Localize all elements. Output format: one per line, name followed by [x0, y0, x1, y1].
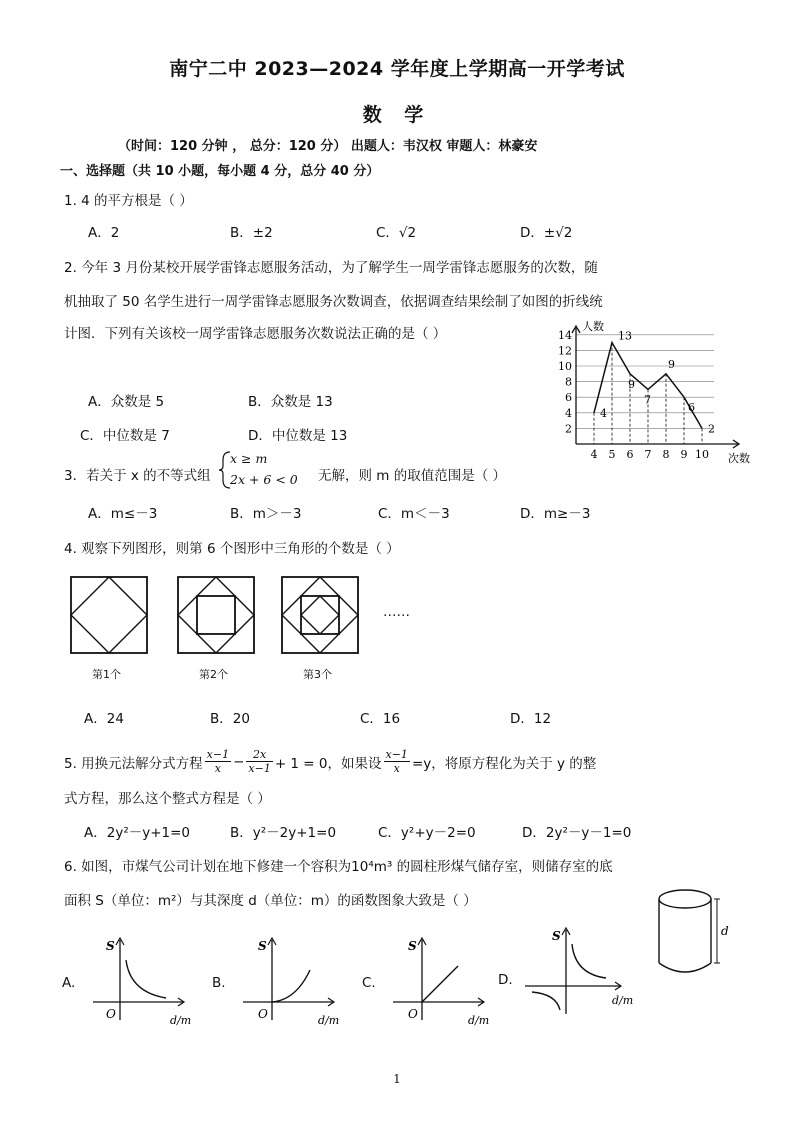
q5-fraction-2-num: 2x	[246, 748, 272, 762]
section-heading: 一、选择题（共 10 小题，每小题 4 分，总分 40 分）	[60, 164, 380, 179]
q2-option-c: C．中位数是 7	[80, 428, 170, 444]
pattern-caption-2: 第2个	[199, 668, 228, 681]
q6-graph-b	[238, 932, 348, 1027]
chart-data-label: 9	[668, 357, 675, 371]
chart-x-tick-label: 4	[590, 448, 598, 461]
q6-graph-a-x-label: d/m	[170, 1014, 192, 1027]
q3-option-c: C．m＜－3	[378, 506, 450, 522]
q2-option-a: A．众数是 5	[88, 394, 165, 410]
q6-graph-b-s-label: S	[258, 939, 267, 953]
q1-option-b: B．±2	[230, 225, 273, 241]
chart-data-label: 7	[644, 393, 651, 407]
chart-y-tick-label: 10	[558, 360, 572, 373]
q5-suffix: =y，将原方程化为关于 y 的整	[411, 755, 597, 772]
q3-prefix: 3．若关于 x 的不等式组	[64, 468, 211, 484]
q6-graph-b-origin: O	[258, 1007, 268, 1021]
q3-option-b: B．m＞－3	[230, 506, 302, 522]
q5-option-b: B．y²－2y+1=0	[230, 825, 337, 841]
chart-data-label: 13	[618, 329, 632, 343]
q4-stem: 4. 观察下列图形，则第 6 个图形中三角形的个数是（ ）	[64, 541, 400, 557]
chart-y-tick-label: 12	[558, 344, 572, 358]
q5-line2: 式方程，那么这个整式方程是（ ）	[64, 791, 271, 807]
line-chart	[546, 316, 758, 468]
q6-graph-c-s-label: S	[408, 939, 417, 953]
q4-option-d: D．12	[510, 711, 552, 727]
pattern-ellipsis: ……	[383, 604, 410, 620]
q5-fraction-3	[384, 748, 410, 775]
q6-graph-label-b: B.	[212, 975, 226, 991]
chart-x-tick-label: 8	[662, 448, 670, 461]
q6-graph-label-c: C.	[362, 975, 376, 991]
q6-graph-c-origin: O	[408, 1007, 418, 1021]
q5-fraction-1	[205, 748, 231, 775]
q1-option-d: D．±√2	[520, 225, 573, 241]
q6-graph-d-s-label: S	[552, 929, 561, 943]
q6-graph-b-x-label: d/m	[318, 1014, 340, 1027]
exam-info: （时间：120 分钟 ， 总分：120 分） 出题人：韦汉权 审题人：林豪安	[118, 139, 538, 154]
cylinder-figure	[655, 887, 735, 977]
q5-equation-line	[64, 748, 596, 775]
chart-data-label: 4	[600, 406, 607, 420]
q5-fraction-1-num: x−1	[206, 748, 230, 761]
pattern-figure-1	[70, 576, 148, 654]
q2-line1: 2. 今年 3 月份某校开展学雷锋志愿服务活动，为了解学生一周学雷锋志愿服务的次数，随	[64, 260, 598, 276]
q4-option-b: B．20	[210, 711, 250, 727]
subject-title: 数 学	[362, 104, 432, 126]
q6-line2: 面积 S（单位：m²）与其深度 d（单位：m）的函数图象大致是（ ）	[64, 893, 477, 909]
q6-graph-label-d: D.	[498, 972, 513, 988]
q5-fraction-3-den: x	[393, 762, 400, 775]
q3-option-d: D．m≥－3	[520, 506, 591, 522]
q4-option-a: A．24	[84, 711, 124, 727]
chart-data-label: 2	[708, 422, 715, 436]
q1-stem: 1. 4 的平方根是（ ）	[64, 193, 193, 209]
q5-option-d: D．2y²－y－1=0	[522, 825, 632, 841]
page-number: 1	[393, 1072, 401, 1086]
cylinder-depth-label: d	[721, 924, 729, 938]
q5-mid: + 1 = 0，如果设	[274, 755, 382, 772]
exam-title: 南宁二中 2023—2024 学年度上学期高一开学考试	[169, 58, 625, 80]
chart-y-tick-label: 4	[565, 406, 572, 420]
q6-graph-d-x-label: d/m	[612, 994, 634, 1007]
q6-graph-label-a: A.	[62, 975, 76, 991]
chart-x-tick-label: 6	[626, 448, 634, 461]
q6-graph-a-s-label: S	[106, 939, 115, 953]
chart-x-tick-label: 7	[644, 448, 652, 461]
pattern-figure-2	[177, 576, 255, 654]
q3-system-line1: x ≥ m	[230, 451, 268, 466]
chart-y-tick-label: 14	[558, 328, 572, 342]
chart-x-tick-label: 5	[608, 448, 616, 461]
q5-option-c: C．y²+y－2=0	[378, 825, 476, 841]
q5-option-a: A．2y²－y+1=0	[84, 825, 191, 841]
q5-fraction-3-num: x−1	[385, 748, 408, 761]
q5-prefix: 5. 用换元法解分式方程	[64, 755, 203, 772]
chart-x-tick-label: 10	[695, 448, 709, 461]
q5-fraction-2	[246, 748, 272, 775]
chart-data-label: 9	[628, 377, 635, 391]
q2-line3: 计图．下列有关该校一周学雷锋志愿服务次数说法正确的是（ ）	[64, 326, 447, 342]
chart-ylabel: 人数	[582, 320, 604, 333]
q4-option-c: C．16	[360, 711, 401, 727]
q6-graph-c	[388, 932, 498, 1027]
q5-fraction-1-den: x	[214, 762, 221, 775]
chart-xlabel: 次数	[728, 452, 750, 465]
chart-y-tick-label: 2	[565, 422, 572, 436]
q2-option-d: D．中位数是 13	[248, 428, 348, 444]
pattern-caption-1: 第1个	[92, 668, 121, 681]
pattern-figure-3	[281, 576, 359, 654]
chart-data-label: 6	[688, 401, 695, 415]
q6-graph-a-origin: O	[106, 1007, 116, 1021]
q3-suffix: 无解，则 m 的取值范围是（ ）	[318, 468, 507, 484]
q5-minus: −	[233, 753, 245, 770]
q3-option-a: A．m≤－3	[88, 506, 158, 522]
q6-graph-c-x-label: d/m	[468, 1014, 490, 1027]
pattern-caption-3: 第3个	[303, 668, 332, 681]
q2-option-b: B．众数是 13	[248, 394, 333, 410]
q5-fraction-2-den: x−1	[248, 762, 271, 775]
chart-y-tick-label: 8	[565, 375, 572, 389]
q2-line2: 机抽取了 50 名学生进行一周学雷锋志愿服务次数调查，依据调查结果绘制了如图的折线统	[64, 294, 603, 310]
chart-y-tick-label: 6	[565, 391, 572, 405]
chart-x-tick-label: 9	[680, 448, 688, 461]
q1-option-a: A．2	[88, 225, 120, 241]
q3-system-line2: 2x + 6 < 0	[230, 472, 298, 487]
q6-graph-a	[88, 932, 198, 1027]
q6-graph-d	[520, 922, 645, 1022]
q1-option-c: C．√2	[376, 225, 417, 241]
q6-line1: 6. 如图，市煤气公司计划在地下修建一个容积为10⁴m³ 的圆柱形煤气储存室，则储存室的底	[64, 859, 613, 875]
